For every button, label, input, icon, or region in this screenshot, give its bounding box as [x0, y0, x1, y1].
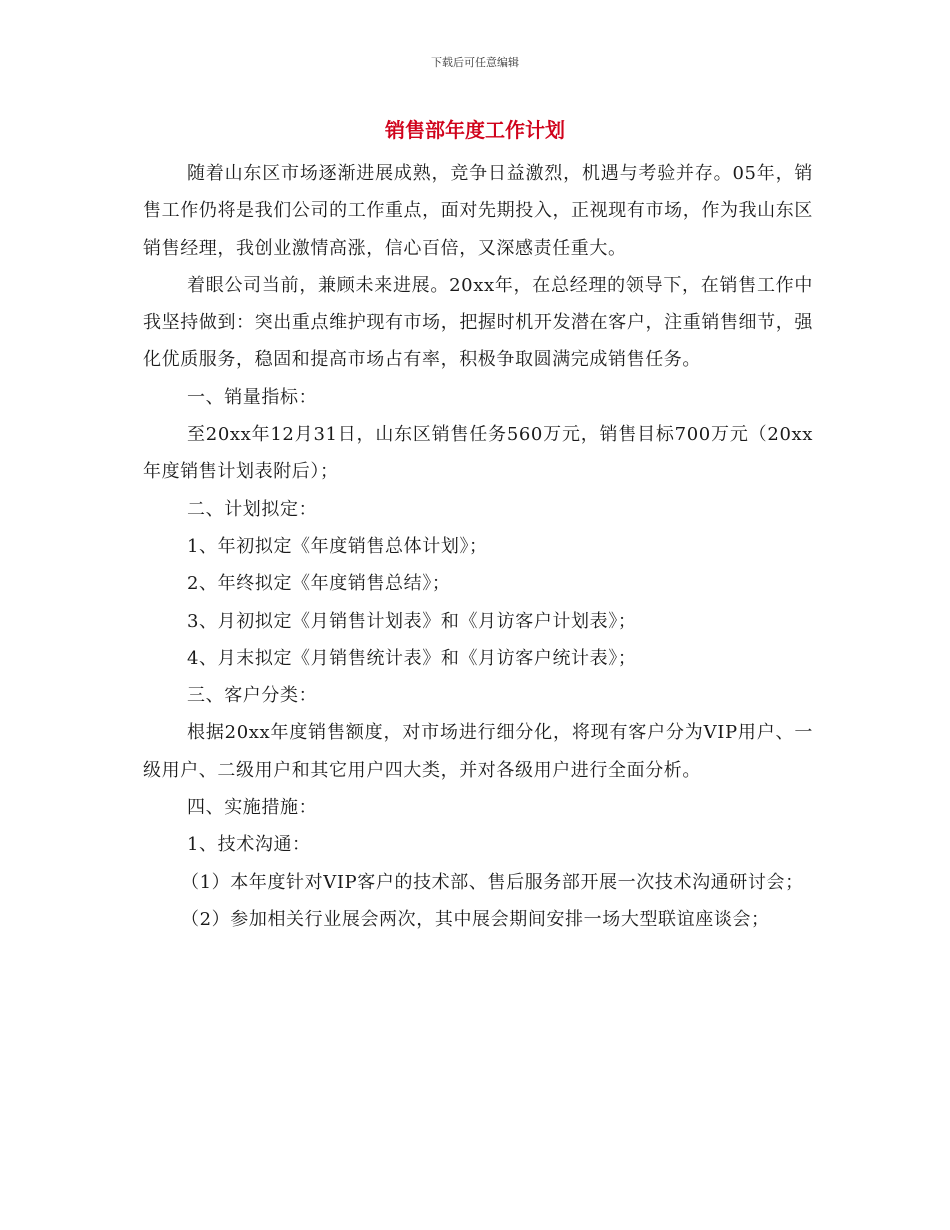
- section-heading-plan-drafting: 二、计划拟定：: [187, 498, 318, 520]
- section-heading-measures: 四、实施措施：: [187, 797, 318, 819]
- paragraph-outlook: 着眼公司当前，兼顾未来进展。20xx年，在总经理的领导下，在销售工作中我坚持做到：突出重点维护现有市场，把握时机开发潜在客户，注重销售细节，强化优质服务，稳固和提高市场占有率，积极争取圆满完成销售任务。: [143, 274, 813, 371]
- header-note: 下载后可任意编辑: [431, 56, 519, 69]
- list-item-plan-4: 4、月末拟定《月销售统计表》和《月访客户统计表》；: [187, 647, 637, 669]
- list-item-plan-3: 3、月初拟定《月销售计划表》和《月访客户计划表》；: [187, 610, 637, 632]
- paragraph-customer-classification: 根据20xx年度销售额度，对市场进行细分化，将现有客户分为VIP用户、一级用户、二级用户和其它用户四大类，并对各级用户进行全面分析。: [143, 722, 813, 781]
- paragraph-intro: 随着山东区市场逐渐进展成熟，竞争日益激烈，机遇与考验并存。05年，销售工作仍将是我们公司的工作重点，面对先期投入，正视现有市场，作为我山东区销售经理，我创业激情高涨，信心百倍，又深感责任重大。: [143, 163, 813, 259]
- section-heading-sales-targets: 一、销量指标：: [187, 386, 318, 408]
- list-item-plan-1: 1、年初拟定《年度销售总体计划》；: [187, 535, 488, 557]
- document-body: [143, 155, 813, 938]
- document-title: 销售部年度工作计划: [385, 118, 565, 142]
- list-item-measure-1: （1）本年度针对VIP客户的技术部、售后服务部开展一次技术沟通研讨会；: [181, 871, 804, 893]
- subheading-technical-communication: 1、技术沟通：: [187, 834, 311, 856]
- section-heading-customer-classification: 三、客户分类：: [187, 685, 318, 707]
- list-item-measure-2: （2）参加相关行业展会两次，其中展会期间安排一场大型联谊座谈会；: [181, 908, 770, 930]
- list-item-plan-2: 2、年终拟定《年度销售总结》；: [187, 573, 451, 595]
- paragraph-sales-targets: 至20xx年12月31日，山东区销售任务560万元，销售目标700万元（20xx年度销售计划表附后）；: [143, 424, 813, 483]
